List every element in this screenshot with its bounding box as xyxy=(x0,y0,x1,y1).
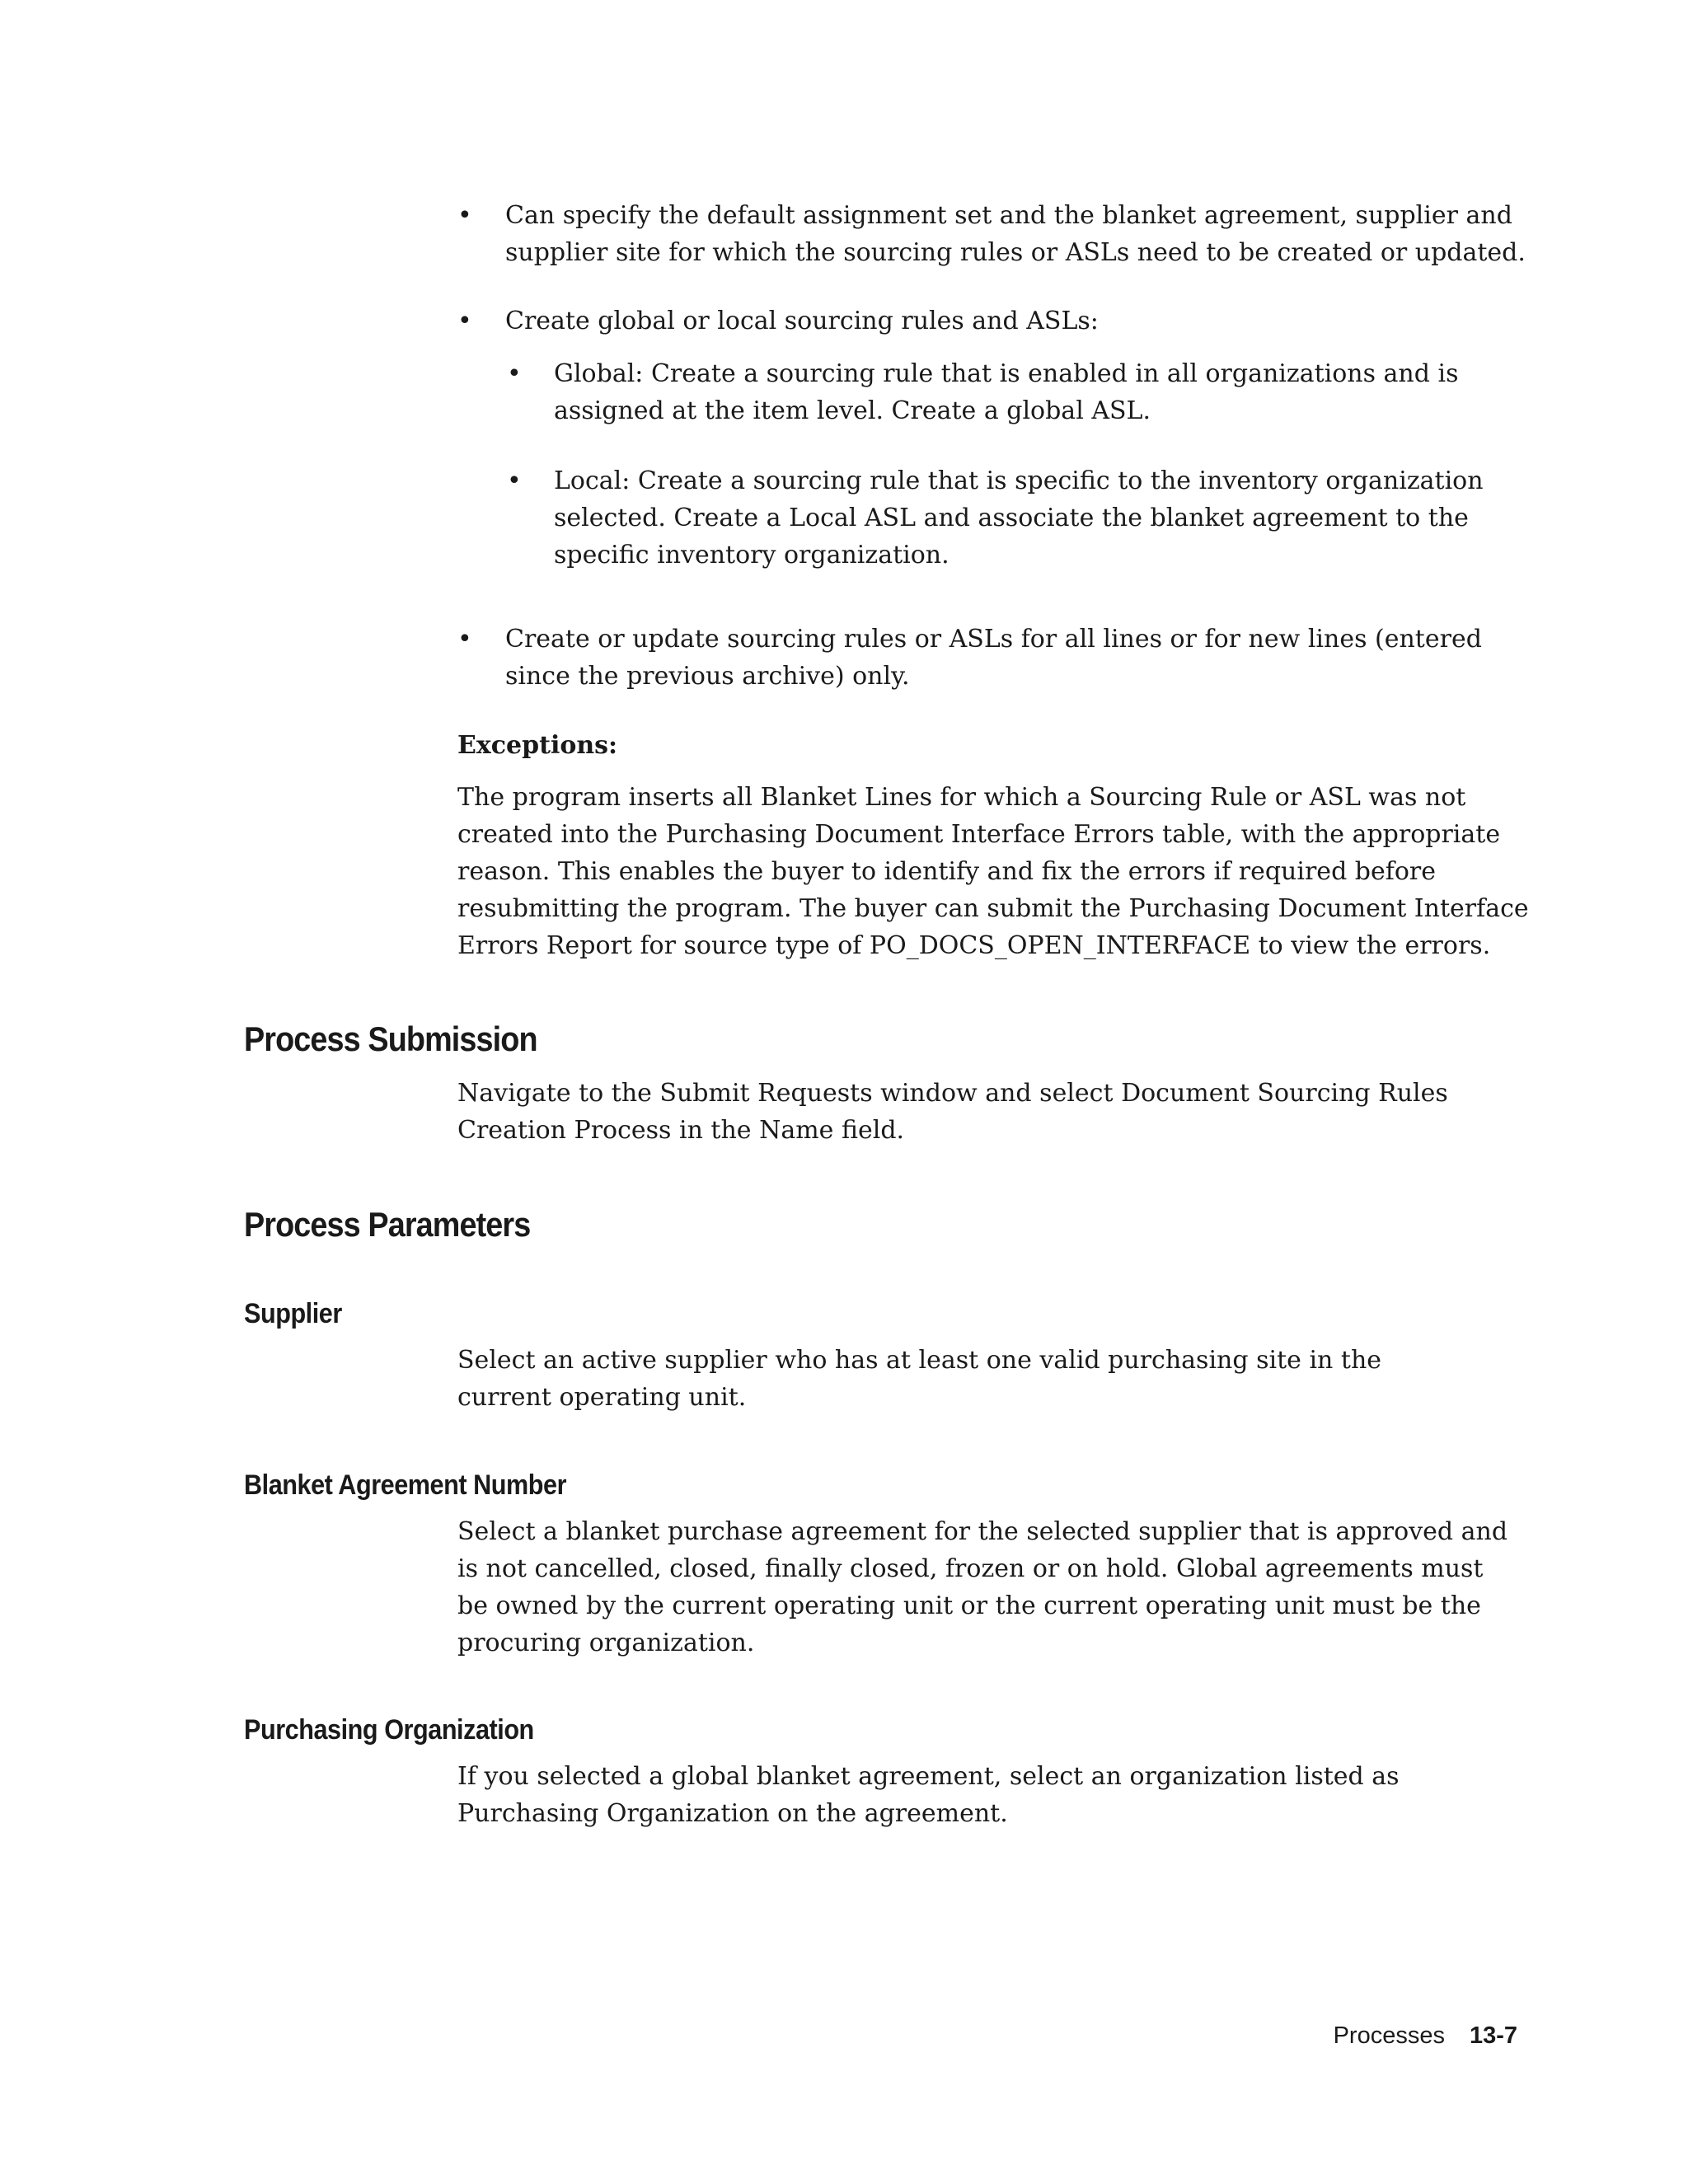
footer-section-name: Processes xyxy=(1333,2022,1445,2049)
heading-blanket-agreement-number: Blanket Agreement Number xyxy=(244,1469,567,1501)
heading-supplier: Supplier xyxy=(244,1298,342,1329)
sub-bullet-item-local xyxy=(507,462,1529,578)
exceptions-paragraph: The program inserts all Blanket Lines for which a Sourcing Rule or ASL was not created into the Purchasing Document Interface Errors table, with the appropriate reason. This enables the buyer to identify and fix the errors if required before resubmitting the program. The buyer can submit the Purchasing Document Interface Errors Report for source type of PO_DOCS_OPEN_INTERFACE to view the errors. xyxy=(457,783,1529,960)
bullet-text: Create global or local sourcing rules and ASLs: xyxy=(505,307,1099,335)
supplier-paragraph: Select an active supplier who has at least one valid purchasing site in the current operating unit. xyxy=(457,1346,1382,1412)
exceptions-label: Exceptions: xyxy=(457,731,618,760)
bullet-marker: • xyxy=(457,625,472,654)
bullet-item-global-local xyxy=(457,302,1529,340)
bullet-item-all-or-new-lines xyxy=(457,621,1529,699)
bullet-text: Create or update sourcing rules or ASLs for all lines or for new lines (entered since the previous archive) only. xyxy=(505,625,1482,691)
bullet-marker: • xyxy=(507,359,522,388)
bullet-marker: • xyxy=(507,466,522,495)
footer-page-number: 13-7 xyxy=(1469,2022,1517,2049)
bullet-marker: • xyxy=(457,201,472,230)
bullet-text: Can specify the default assignment set and the blanket agreement, supplier and supplier site for which the sourcing rules or ASLs need to be created or updated. xyxy=(505,201,1526,267)
heading-process-submission: Process Submission xyxy=(244,1019,537,1058)
bullet-text: Global: Create a sourcing rule that is enabled in all organizations and is assigned at the item level. Create a global ASL. xyxy=(554,359,1459,425)
page-footer xyxy=(1334,2022,1517,2050)
bullet-marker: • xyxy=(457,307,472,335)
bullet-text: Local: Create a sourcing rule that is specific to the inventory organization selected. Create a Local ASL and associate the blanket agreement to the specific inventory organization. xyxy=(554,466,1484,569)
sub-bullet-item-global xyxy=(507,355,1529,434)
heading-process-parameters: Process Parameters xyxy=(244,1205,531,1244)
purchasing-organization-paragraph: If you selected a global blanket agreement, select an organization listed as Purchasing Organization on the agreement. xyxy=(457,1762,1400,1828)
heading-purchasing-organization: Purchasing Organization xyxy=(244,1714,534,1746)
bullet-item-default-assignment xyxy=(457,197,1529,275)
blanket-agreement-number-paragraph: Select a blanket purchase agreement for the selected supplier that is approved and is not cancelled, closed, finally closed, frozen or on hold. Global agreements must be owned by the current operating unit or the current operating unit must be the procuring organization. xyxy=(457,1517,1508,1657)
process-submission-paragraph: Navigate to the Submit Requests window and select Document Sourcing Rules Creation Process in the Name field. xyxy=(457,1079,1448,1145)
